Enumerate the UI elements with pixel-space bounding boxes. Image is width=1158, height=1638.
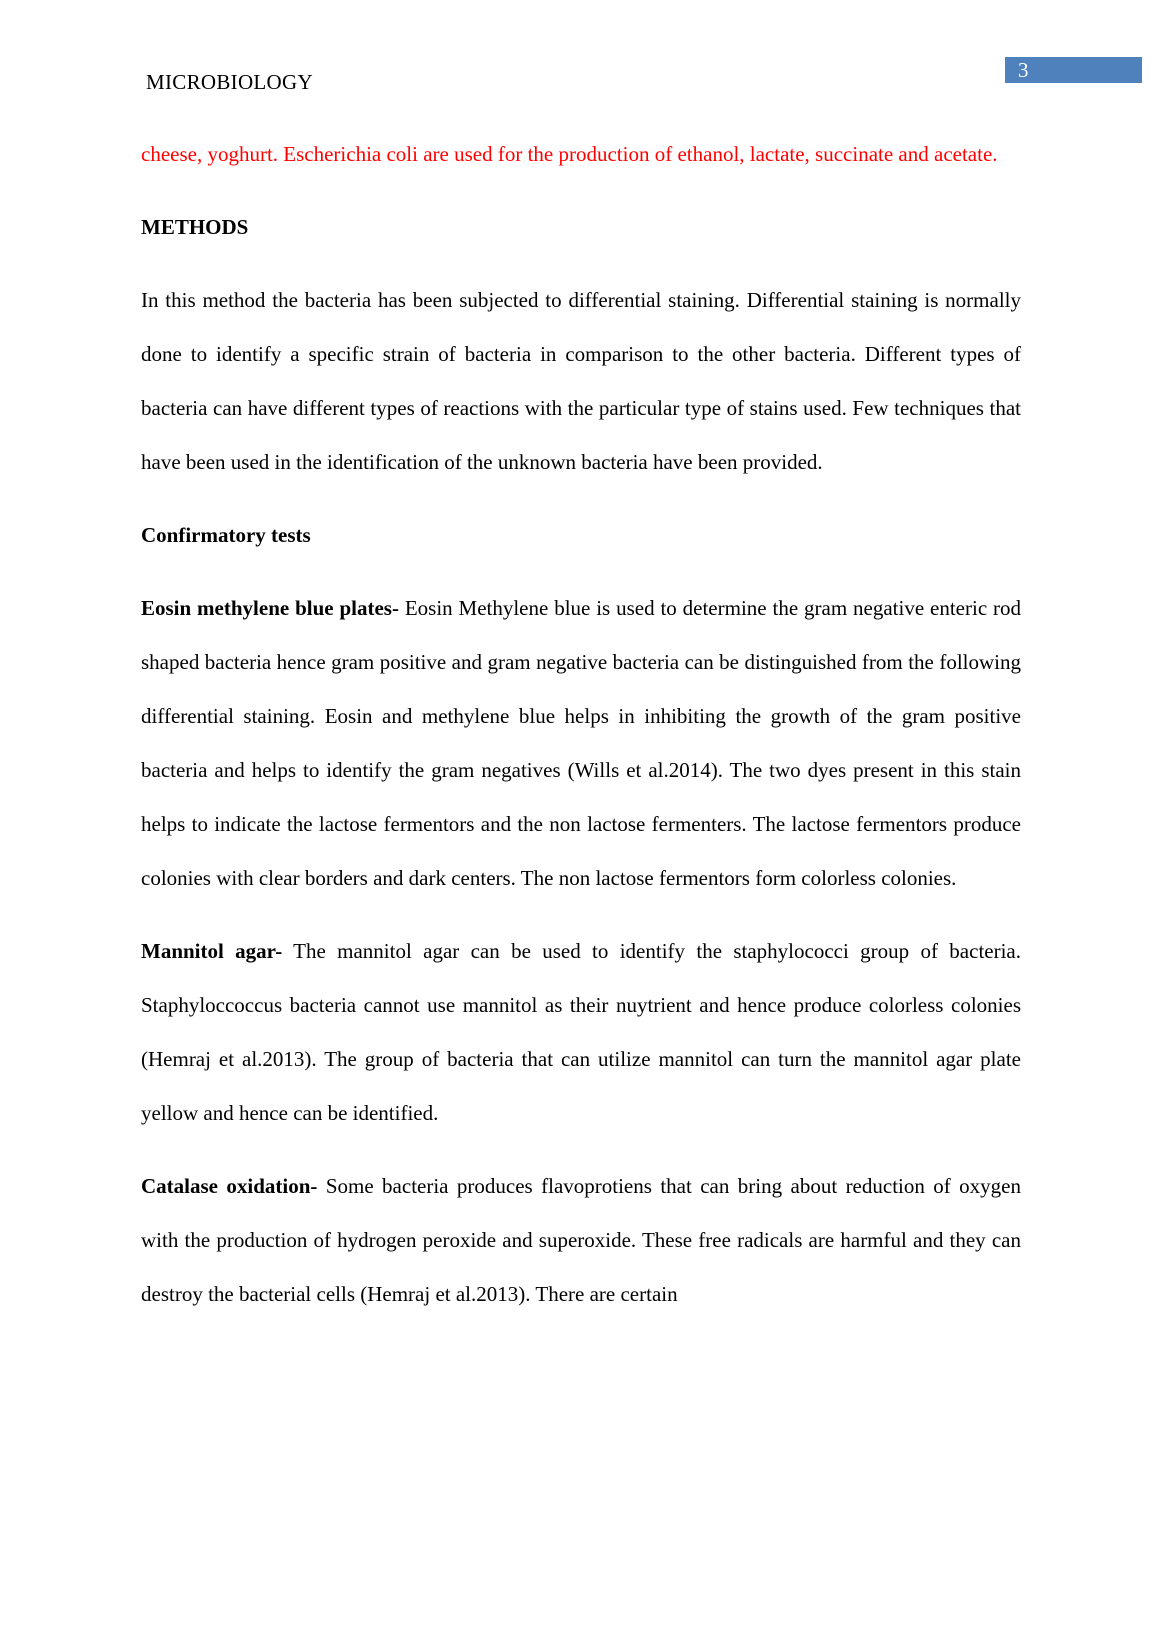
mannitol-agar-term: Mannitol agar- [141,939,283,963]
methods-heading: METHODS [141,215,249,239]
running-header-title: MICROBIOLOGY [146,70,313,94]
methods-paragraph: In this method the bacteria has been subjected to differential staining. Differential staining is normally done to identify a specific strain of bacteria in comparison to the other bacteria. Different types of bacteria can have different types of reactions with the particular type of stains used. Few techniques that have been used in the identification of the unknown bacteria have been provided. [141,288,1021,474]
mannitol-agar-text: The mannitol agar can be used to identify the staphylococci group of bacteria. Staphyloccoccus bacteria cannot use mannitol as their nuytrient and hence produce colorless colonies (Hemraj et al.2013). The group of bacteria that can utilize mannitol can turn the mannitol agar plate yellow and hence can be identified. [141,939,1021,1125]
intro-paragraph: cheese, yoghurt. Escherichia coli are used for the production of ethanol, lactate, succinate and acetate. [141,142,998,166]
mannitol-agar-paragraph [141,924,1021,1140]
catalase-oxidation-text: Some bacteria produces flavoprotiens that can bring about reduction of oxygen with the production of hydrogen peroxide and superoxide. These free radicals are harmful and they can destroy the bacterial cells (Hemraj et al.2013). There are certain [141,1174,1021,1306]
eosin-methylene-blue-paragraph [141,581,1021,905]
catalase-oxidation-paragraph [141,1159,1021,1321]
eosin-methylene-blue-term: Eosin methylene blue plates- [141,596,399,620]
catalase-oxidation-term: Catalase oxidation- [141,1174,318,1198]
confirmatory-tests-heading: Confirmatory tests [141,523,311,547]
page-number: 3 [1018,58,1029,82]
document-body [141,127,1021,1321]
eosin-methylene-blue-text: Eosin Methylene blue is used to determine the gram negative enteric rod shaped bacteria hence gram positive and gram negative bacteria can be distinguished from the following differential staining. Eosin and methylene blue helps in inhibiting the growth of the gram positive bacteria and helps to identify the gram negatives (Wills et al.2014). The two dyes present in this stain helps to indicate the lactose fermentors and the non lactose fermenters. The lactose fermentors produce colonies with clear borders and dark centers. The non lactose fermentors form colorless colonies. [141,596,1022,890]
